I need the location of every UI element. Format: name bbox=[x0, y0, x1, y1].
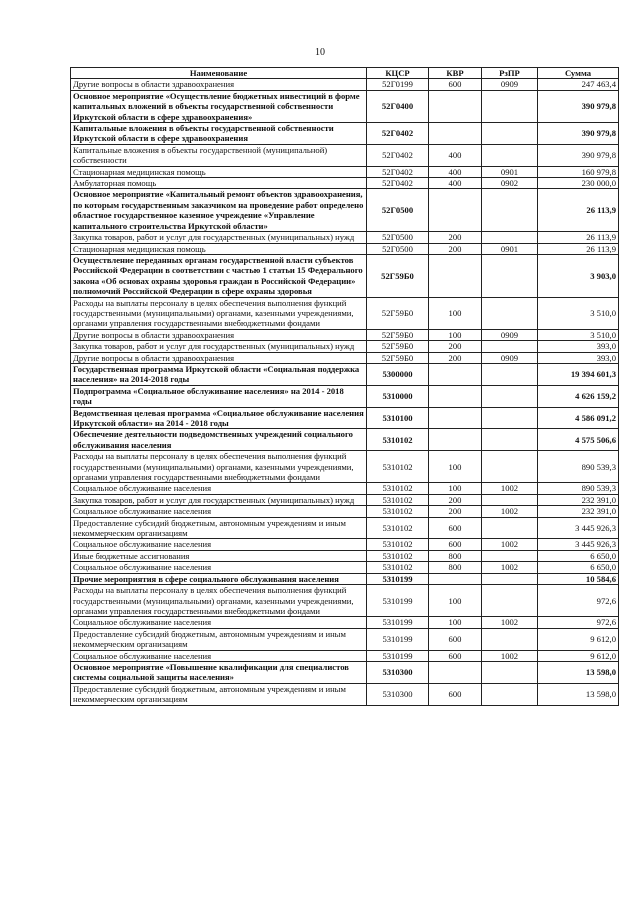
cell-rzpr: 0901 bbox=[482, 166, 538, 177]
cell-sum: 19 394 601,3 bbox=[538, 363, 619, 385]
cell-kvr: 600 bbox=[429, 650, 482, 661]
cell-rzpr bbox=[482, 254, 538, 297]
cell-name: Предоставление субсидий бюджетным, автономным учреждениям и иным некоммерческим организациям bbox=[71, 517, 367, 539]
table-row bbox=[71, 243, 619, 254]
cell-kvr: 100 bbox=[429, 585, 482, 617]
cell-kcsr: 5310102 bbox=[367, 429, 429, 451]
cell-sum: 972,6 bbox=[538, 617, 619, 628]
cell-sum: 6 650,0 bbox=[538, 562, 619, 573]
table-row bbox=[71, 166, 619, 177]
cell-kvr: 200 bbox=[429, 341, 482, 352]
table-header-row bbox=[71, 68, 619, 79]
cell-kcsr: 52Г0400 bbox=[367, 90, 429, 122]
cell-sum: 3 445 926,3 bbox=[538, 517, 619, 539]
header-rzpr: РзПР bbox=[482, 68, 538, 79]
table-row bbox=[71, 144, 619, 166]
table-row bbox=[71, 494, 619, 505]
cell-name: Основное мероприятие «Осуществление бюджетных инвестиций в форме капитальных вложений в объекты государственной собственности Иркутской области в сфере здравоохранения» bbox=[71, 90, 367, 122]
cell-name: Капитальные вложения в объекты государственной (муниципальной) собственности bbox=[71, 144, 367, 166]
cell-kvr: 400 bbox=[429, 144, 482, 166]
cell-kcsr: 52Г59Б0 bbox=[367, 329, 429, 340]
cell-kvr bbox=[429, 385, 482, 407]
cell-kvr bbox=[429, 123, 482, 145]
cell-kvr: 200 bbox=[429, 352, 482, 363]
cell-kvr bbox=[429, 90, 482, 122]
cell-kcsr: 5310102 bbox=[367, 483, 429, 494]
cell-sum: 160 979,8 bbox=[538, 166, 619, 177]
cell-name: Капитальные вложения в объекты государственной собственности Иркутской области в сфере здравоохранения bbox=[71, 123, 367, 145]
cell-kcsr: 5310102 bbox=[367, 451, 429, 483]
cell-sum: 3 445 926,3 bbox=[538, 539, 619, 550]
cell-name: Другие вопросы в области здравоохранения bbox=[71, 329, 367, 340]
table-row bbox=[71, 352, 619, 363]
cell-name: Социальное обслуживание населения bbox=[71, 483, 367, 494]
cell-rzpr: 1002 bbox=[482, 483, 538, 494]
cell-name: Социальное обслуживание населения bbox=[71, 506, 367, 517]
cell-rzpr: 1002 bbox=[482, 506, 538, 517]
cell-sum: 393,0 bbox=[538, 352, 619, 363]
cell-rzpr bbox=[482, 517, 538, 539]
table-row bbox=[71, 79, 619, 90]
table-row bbox=[71, 254, 619, 297]
cell-kcsr: 5310300 bbox=[367, 683, 429, 705]
cell-sum: 393,0 bbox=[538, 341, 619, 352]
cell-sum: 890 539,3 bbox=[538, 483, 619, 494]
table-row bbox=[71, 385, 619, 407]
header-kvr: КВР bbox=[429, 68, 482, 79]
table-row bbox=[71, 650, 619, 661]
cell-rzpr bbox=[482, 363, 538, 385]
cell-sum: 390 979,8 bbox=[538, 144, 619, 166]
cell-kcsr: 52Г59Б0 bbox=[367, 352, 429, 363]
cell-rzpr bbox=[482, 144, 538, 166]
cell-kcsr: 5310102 bbox=[367, 539, 429, 550]
cell-kvr bbox=[429, 429, 482, 451]
cell-sum: 4 575 506,6 bbox=[538, 429, 619, 451]
cell-kvr: 600 bbox=[429, 628, 482, 650]
cell-name: Основное мероприятие «Капитальный ремонт объектов здравоохранения, по которым государственным заказчиком на проведение работ определено областное государственное казенное учреждение «Управление капитального строительства Иркутской области» bbox=[71, 189, 367, 232]
cell-rzpr bbox=[482, 341, 538, 352]
table-row bbox=[71, 562, 619, 573]
cell-kvr bbox=[429, 573, 482, 584]
cell-kcsr: 52Г59Б0 bbox=[367, 297, 429, 329]
cell-kvr: 600 bbox=[429, 79, 482, 90]
cell-name: Государственная программа Иркутской области «Социальная поддержка населения» на 2014-2018 годы bbox=[71, 363, 367, 385]
cell-sum: 3 903,0 bbox=[538, 254, 619, 297]
cell-name: Социальное обслуживание населения bbox=[71, 539, 367, 550]
cell-sum: 13 598,0 bbox=[538, 661, 619, 683]
cell-sum: 890 539,3 bbox=[538, 451, 619, 483]
cell-kvr: 600 bbox=[429, 683, 482, 705]
cell-name: Социальное обслуживание населения bbox=[71, 562, 367, 573]
cell-kcsr: 5310102 bbox=[367, 517, 429, 539]
cell-sum: 4 626 159,2 bbox=[538, 385, 619, 407]
cell-kcsr: 5310199 bbox=[367, 585, 429, 617]
cell-kvr: 100 bbox=[429, 329, 482, 340]
table-row bbox=[71, 341, 619, 352]
table-row bbox=[71, 683, 619, 705]
cell-name: Закупка товаров, работ и услуг для государственных (муниципальных) нужд bbox=[71, 341, 367, 352]
cell-kvr bbox=[429, 254, 482, 297]
cell-name: Предоставление субсидий бюджетным, автономным учреждениям и иным некоммерческим организациям bbox=[71, 628, 367, 650]
cell-rzpr: 1002 bbox=[482, 617, 538, 628]
cell-name: Амбулаторная помощь bbox=[71, 178, 367, 189]
cell-sum: 26 113,9 bbox=[538, 243, 619, 254]
cell-rzpr bbox=[482, 385, 538, 407]
cell-rzpr: 1002 bbox=[482, 562, 538, 573]
table-row bbox=[71, 573, 619, 584]
cell-sum: 6 650,0 bbox=[538, 550, 619, 561]
table-row bbox=[71, 451, 619, 483]
cell-kvr: 100 bbox=[429, 483, 482, 494]
cell-rzpr: 0902 bbox=[482, 178, 538, 189]
table-row bbox=[71, 617, 619, 628]
cell-rzpr: 0909 bbox=[482, 79, 538, 90]
cell-kcsr: 5310100 bbox=[367, 407, 429, 429]
cell-name: Расходы на выплаты персоналу в целях обеспечения выполнения функций государственными (муниципальными) органами, казенными учреждениями, органами управления государственными внебюджетными фондами bbox=[71, 451, 367, 483]
cell-kvr: 100 bbox=[429, 297, 482, 329]
cell-kvr: 200 bbox=[429, 494, 482, 505]
cell-kcsr: 5310102 bbox=[367, 494, 429, 505]
cell-sum: 3 510,0 bbox=[538, 329, 619, 340]
cell-kvr: 200 bbox=[429, 243, 482, 254]
cell-rzpr bbox=[482, 123, 538, 145]
cell-name: Подпрограмма «Социальное обслуживание населения» на 2014 - 2018 годы bbox=[71, 385, 367, 407]
cell-name: Предоставление субсидий бюджетным, автономным учреждениям и иным некоммерческим организациям bbox=[71, 683, 367, 705]
cell-kcsr: 52Г0500 bbox=[367, 243, 429, 254]
cell-rzpr bbox=[482, 550, 538, 561]
cell-kvr: 200 bbox=[429, 232, 482, 243]
table-row bbox=[71, 123, 619, 145]
cell-name: Социальное обслуживание населения bbox=[71, 617, 367, 628]
header-kcsr: КЦСР bbox=[367, 68, 429, 79]
budget-table bbox=[70, 67, 619, 706]
cell-name: Закупка товаров, работ и услуг для государственных (муниципальных) нужд bbox=[71, 494, 367, 505]
table-row bbox=[71, 329, 619, 340]
cell-name: Другие вопросы в области здравоохранения bbox=[71, 79, 367, 90]
cell-kvr bbox=[429, 363, 482, 385]
table-row bbox=[71, 407, 619, 429]
cell-sum: 9 612,0 bbox=[538, 628, 619, 650]
cell-rzpr bbox=[482, 661, 538, 683]
cell-sum: 230 000,0 bbox=[538, 178, 619, 189]
cell-sum: 232 391,0 bbox=[538, 494, 619, 505]
table-row bbox=[71, 178, 619, 189]
cell-rzpr bbox=[482, 429, 538, 451]
cell-name: Стационарная медицинская помощь bbox=[71, 243, 367, 254]
table-row bbox=[71, 585, 619, 617]
cell-sum: 247 463,4 bbox=[538, 79, 619, 90]
cell-kcsr: 5310102 bbox=[367, 562, 429, 573]
cell-rzpr bbox=[482, 189, 538, 232]
header-name: Наименование bbox=[71, 68, 367, 79]
table-row bbox=[71, 189, 619, 232]
cell-kcsr: 52Г0402 bbox=[367, 123, 429, 145]
table-row bbox=[71, 506, 619, 517]
cell-kvr: 200 bbox=[429, 506, 482, 517]
cell-kcsr: 52Г0402 bbox=[367, 166, 429, 177]
cell-sum: 26 113,9 bbox=[538, 232, 619, 243]
cell-kvr: 600 bbox=[429, 517, 482, 539]
cell-name: Социальное обслуживание населения bbox=[71, 650, 367, 661]
cell-rzpr bbox=[482, 585, 538, 617]
table-row bbox=[71, 661, 619, 683]
cell-name: Обеспечение деятельности подведомственных учреждений социального обслуживания населения bbox=[71, 429, 367, 451]
cell-rzpr bbox=[482, 232, 538, 243]
cell-kcsr: 5310102 bbox=[367, 506, 429, 517]
cell-sum: 9 612,0 bbox=[538, 650, 619, 661]
cell-kvr: 400 bbox=[429, 178, 482, 189]
cell-kvr: 800 bbox=[429, 550, 482, 561]
table-row bbox=[71, 232, 619, 243]
table-row bbox=[71, 517, 619, 539]
cell-kcsr: 5310000 bbox=[367, 385, 429, 407]
cell-kvr: 100 bbox=[429, 617, 482, 628]
table-row bbox=[71, 297, 619, 329]
cell-name: Стационарная медицинская помощь bbox=[71, 166, 367, 177]
table-row bbox=[71, 483, 619, 494]
cell-name: Основное мероприятие «Повышение квалификации для специалистов системы социальной защиты населения» bbox=[71, 661, 367, 683]
cell-rzpr: 0901 bbox=[482, 243, 538, 254]
cell-kvr: 400 bbox=[429, 166, 482, 177]
cell-rzpr: 1002 bbox=[482, 539, 538, 550]
table-row bbox=[71, 363, 619, 385]
cell-kcsr: 52Г0500 bbox=[367, 189, 429, 232]
cell-kcsr: 52Г59Б0 bbox=[367, 254, 429, 297]
cell-name: Ведомственная целевая программа «Социальное обслуживание населения Иркутской области» на 2014 - 2018 годы bbox=[71, 407, 367, 429]
cell-rzpr bbox=[482, 90, 538, 122]
cell-sum: 232 391,0 bbox=[538, 506, 619, 517]
table-body bbox=[71, 79, 619, 705]
cell-kvr: 800 bbox=[429, 562, 482, 573]
cell-rzpr: 1002 bbox=[482, 650, 538, 661]
cell-kcsr: 52Г0500 bbox=[367, 232, 429, 243]
cell-kcsr: 5310102 bbox=[367, 550, 429, 561]
cell-kcsr: 5310199 bbox=[367, 628, 429, 650]
cell-kcsr: 52Г0199 bbox=[367, 79, 429, 90]
cell-kvr: 600 bbox=[429, 539, 482, 550]
cell-kcsr: 5300000 bbox=[367, 363, 429, 385]
table-row bbox=[71, 90, 619, 122]
cell-rzpr: 0909 bbox=[482, 329, 538, 340]
cell-rzpr bbox=[482, 494, 538, 505]
cell-name: Осуществление переданных органам государственной власти субъектов Российской Федерации в соответствии с частью 1 статьи 15 Федерального закона «Об основах охраны здоровья граждан в Российской Федерации» полномочий Российской Федерации в сфере охраны здоровья bbox=[71, 254, 367, 297]
cell-rzpr bbox=[482, 451, 538, 483]
cell-rzpr bbox=[482, 297, 538, 329]
cell-kcsr: 5310199 bbox=[367, 617, 429, 628]
cell-name: Иные бюджетные ассигнования bbox=[71, 550, 367, 561]
cell-kvr bbox=[429, 407, 482, 429]
cell-name: Расходы на выплаты персоналу в целях обеспечения выполнения функций государственными (муниципальными) органами, казенными учреждениями, органами управления государственными внебюджетными фондами bbox=[71, 585, 367, 617]
cell-rzpr bbox=[482, 573, 538, 584]
cell-name: Другие вопросы в области здравоохранения bbox=[71, 352, 367, 363]
cell-kvr bbox=[429, 189, 482, 232]
table-row bbox=[71, 539, 619, 550]
cell-kcsr: 52Г0402 bbox=[367, 178, 429, 189]
cell-name: Закупка товаров, работ и услуг для государственных (муниципальных) нужд bbox=[71, 232, 367, 243]
cell-rzpr bbox=[482, 407, 538, 429]
cell-sum: 4 586 091,2 bbox=[538, 407, 619, 429]
cell-kcsr: 52Г59Б0 bbox=[367, 341, 429, 352]
cell-name: Расходы на выплаты персоналу в целях обеспечения выполнения функций государственными (муниципальными) органами, казенными учреждениями, органами управления государственными внебюджетными фондами bbox=[71, 297, 367, 329]
cell-sum: 390 979,8 bbox=[538, 90, 619, 122]
cell-kcsr: 5310199 bbox=[367, 573, 429, 584]
cell-name: Прочие мероприятия в сфере социального обслуживания населения bbox=[71, 573, 367, 584]
cell-sum: 13 598,0 bbox=[538, 683, 619, 705]
cell-sum: 3 510,0 bbox=[538, 297, 619, 329]
cell-kcsr: 5310199 bbox=[367, 650, 429, 661]
cell-kcsr: 5310300 bbox=[367, 661, 429, 683]
cell-rzpr: 0909 bbox=[482, 352, 538, 363]
header-sum: Сумма bbox=[538, 68, 619, 79]
cell-sum: 10 584,6 bbox=[538, 573, 619, 584]
page-number: 10 bbox=[315, 47, 325, 58]
cell-sum: 390 979,8 bbox=[538, 123, 619, 145]
cell-sum: 972,6 bbox=[538, 585, 619, 617]
cell-rzpr bbox=[482, 628, 538, 650]
cell-kcsr: 52Г0402 bbox=[367, 144, 429, 166]
cell-kvr: 100 bbox=[429, 451, 482, 483]
table-row bbox=[71, 550, 619, 561]
table-row bbox=[71, 628, 619, 650]
cell-kvr bbox=[429, 661, 482, 683]
table-row bbox=[71, 429, 619, 451]
cell-sum: 26 113,9 bbox=[538, 189, 619, 232]
cell-rzpr bbox=[482, 683, 538, 705]
